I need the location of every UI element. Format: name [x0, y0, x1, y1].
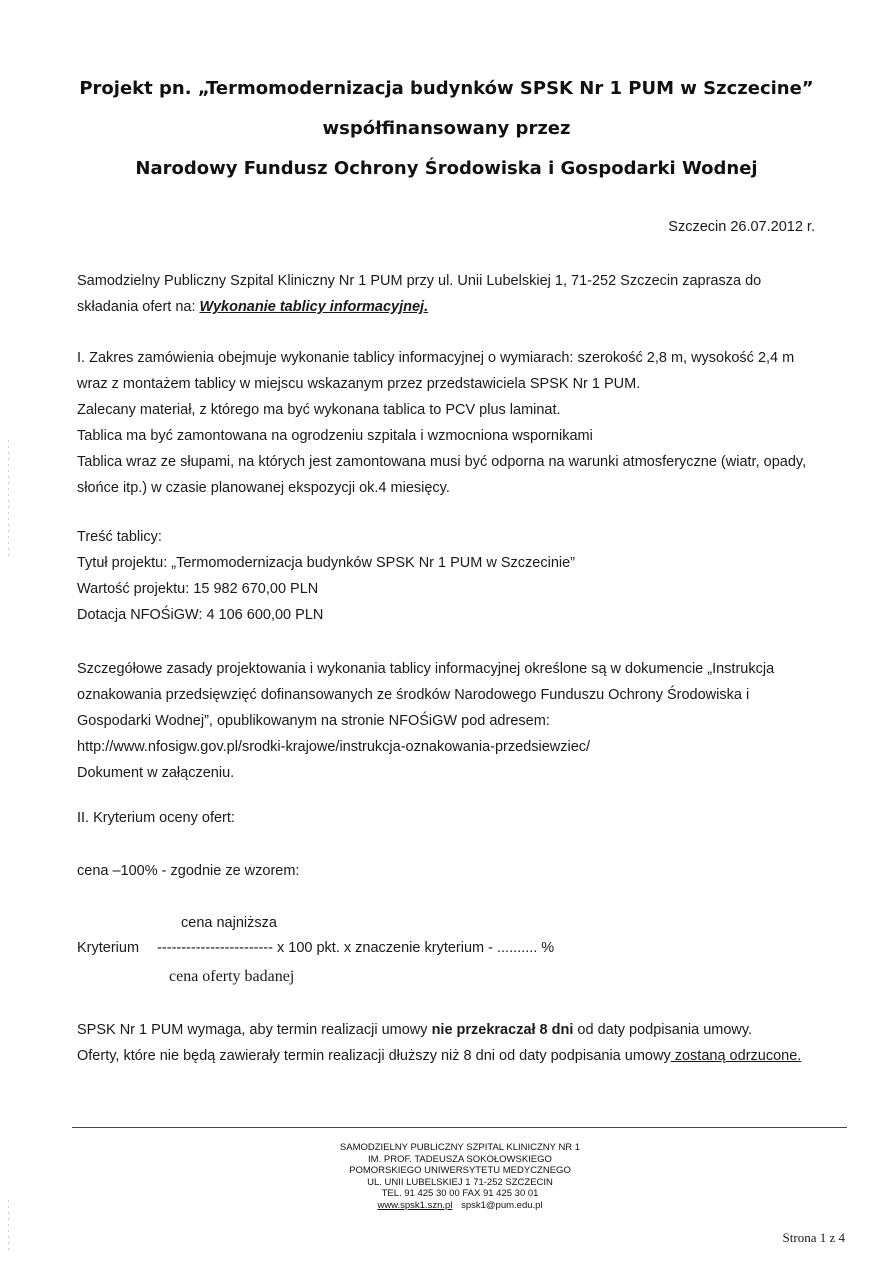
intro-prefix: składania ofert na:: [77, 299, 200, 315]
scope-line: słońce itp.) w czasie planowanej ekspozycji ok.4 miesięcy.: [77, 480, 450, 496]
terms-rejection: zostaną odrzucone.: [670, 1048, 802, 1064]
formula-denominator: cena oferty badanej: [169, 968, 295, 985]
scope-line: Zalecany materiał, z którego ma być wykonana tablica to PCV plus laminat.: [77, 402, 561, 418]
intro-line: Samodzielny Publiczny Szpital Kliniczny Nr 1 PUM przy ul. Unii Lubelskiej 1, 71-252 Szczecin zaprasza do: [77, 273, 762, 289]
rules-url: http://www.nfosigw.gov.pl/srodki-krajowe/instrukcja-oznakowania-przedsiewziec/: [77, 739, 591, 755]
price-criterion: cena –100% - zgodnie ze wzorem:: [77, 863, 300, 879]
scan-margin-mark: [8, 440, 9, 560]
intro-paragraph: [77, 268, 847, 320]
board-project-title: Tytuł projektu: „Termomodernizacja budynków SPSK Nr 1 PUM w Szczecinie”: [77, 555, 576, 571]
terms-text: SPSK Nr 1 PUM wymaga, aby termin realizacji umowy: [77, 1022, 432, 1038]
scope-line: wraz z montażem tablicy w miejscu wskazanym przez przedstawiciela SPSK Nr 1 PUM.: [77, 376, 641, 392]
rules-line: Gospodarki Wodnej”, opublikowanym na stronie NFOŚiGW pod adresem:: [77, 713, 550, 729]
page-number: Strona 1 z 4: [782, 1230, 845, 1245]
criteria-heading: II. Kryterium oceny ofert:: [77, 810, 235, 826]
footer-divider: [72, 1127, 847, 1128]
footer-line: IM. PROF. TADEUSZA SOKOŁOWSKIEGO: [368, 1153, 552, 1165]
scope-line: I. Zakres zamówienia obejmuje wykonanie tablicy informacyjnej o wymiarach: szerokość 2,8 m, wysokość 2,4 m: [77, 350, 795, 366]
terms-section: [77, 1017, 847, 1069]
footer-contact: [250, 1200, 670, 1212]
intro-line: [77, 294, 847, 320]
fund-name: Narodowy Fundusz Ochrony Środowiska i Gospodarki Wodnej: [135, 158, 758, 179]
project-title: Projekt pn. „Termomodernizacja budynków SPSK Nr 1 PUM w Szczecine”: [79, 78, 814, 99]
terms-text: Oferty, które nie będą zawierały termin realizacji dłuższy niż 8 dni od daty podpisania umowy: [77, 1048, 671, 1064]
formula-body: ------------------------ x 100 pkt. x znaczenie kryterium - .......... %: [157, 940, 555, 956]
rules-line: oznakowania przedsięwzięć dofinansowanych ze środków Narodowego Funduszu Ochrony Środowiska i: [77, 687, 750, 703]
footer-email[interactable]: spsk1@pum.edu.pl: [461, 1199, 543, 1211]
cofinanced-by: współfinansowany przez: [322, 118, 571, 139]
footer-line: TEL. 91 425 30 00 FAX 91 425 30 01: [381, 1188, 539, 1199]
terms-line: [77, 1017, 847, 1043]
terms-line: [77, 1043, 847, 1069]
footer-website-link[interactable]: www.spsk1.szn.pl: [377, 1199, 453, 1211]
board-content-section: [77, 524, 847, 628]
board-project-value: Wartość projektu: 15 982 670,00 PLN: [77, 581, 319, 597]
footer-line: POMORSKIEGO UNIWERSYTETU MEDYCZNEGO: [349, 1165, 571, 1176]
scope-line: Tablica wraz ze słupami, na których jest zamontowana musi być odporna na warunki atmosferyczne (wiatr, opady,: [77, 454, 807, 470]
rules-line: Dokument w załączeniu.: [77, 765, 235, 781]
footer-address: [250, 1142, 670, 1211]
formula-label: Kryterium: [77, 940, 140, 956]
terms-deadline: nie przekraczał 8 dni: [431, 1022, 574, 1038]
scan-margin-mark: [8, 1200, 9, 1250]
rules-line: Szczegółowe zasady projektowania i wykonania tablicy informacyjnej określone są w dokumencie „Instrukcja: [77, 661, 775, 677]
board-grant-amount: Dotacja NFOŚiGW: 4 106 600,00 PLN: [77, 607, 324, 623]
order-subject: Wykonanie tablicy informacyjnej.: [199, 299, 429, 315]
board-content-heading: Treść tablicy:: [77, 529, 162, 545]
footer-line: SAMODZIELNY PUBLICZNY SZPITAL KLINICZNY NR 1: [339, 1142, 581, 1153]
terms-text: od daty podpisania umowy.: [573, 1022, 753, 1038]
scope-line: Tablica ma być zamontowana na ogrodzeniu szpitala i wzmocniona wspornikami: [77, 428, 593, 444]
formula-line: [77, 940, 554, 956]
formula-numerator: cena najniższa: [181, 915, 277, 931]
footer-line: UL. UNII LUBELSKIEJ 1 71-252 SZCZECIN: [367, 1176, 553, 1188]
rules-section: [77, 656, 847, 786]
document-date: Szczecin 26.07.2012 r.: [668, 219, 815, 235]
scope-section: [77, 345, 847, 501]
